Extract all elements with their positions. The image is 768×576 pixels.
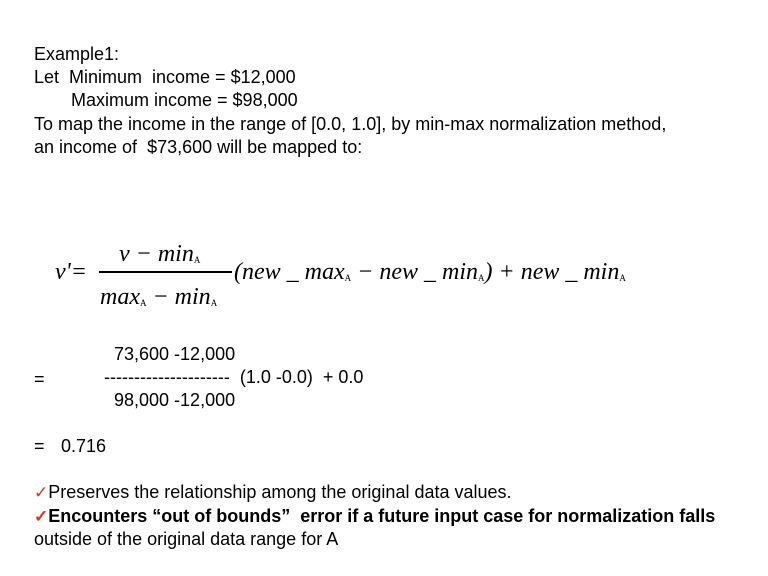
calc-numerator: 73,600 -12,000 bbox=[114, 344, 236, 364]
calc-equals-2: = bbox=[34, 436, 45, 456]
bullet-item-2-text: Encounters “out of bounds” error if a future input case for normalization falls bbox=[48, 506, 716, 526]
maximum-income-line: Maximum income = $98,000 bbox=[71, 90, 298, 110]
bullet-item-2 bbox=[34, 505, 715, 528]
calc-dash-line: --------------------- (1.0 -0.0) + 0.0 bbox=[104, 367, 364, 387]
bullet-item-2-continuation: outside of the original data range for A bbox=[34, 529, 339, 549]
bullet-item-1-text: Preserves the relationship among the original data values. bbox=[48, 482, 512, 502]
formula-rhs: (new _ $\max_A$ − new _ $\min_A$) + new _ $\min_A$ bbox=[234, 259, 626, 285]
formula-denominator: $\max_A - \min_A$ bbox=[100, 284, 218, 310]
description-line-2: an income of $73,600 will be mapped to: bbox=[34, 137, 363, 157]
calc-equals-1: = bbox=[34, 369, 45, 389]
checkmark-icon: ✓ bbox=[34, 483, 49, 502]
description-line-1: To map the income in the range of [0.0, 1.0], by min-max normalization method, bbox=[34, 114, 667, 134]
calc-result: 0.716 bbox=[61, 436, 107, 456]
formula-lhs: v'= bbox=[55, 259, 87, 285]
checkmark-icon: ✓ bbox=[34, 507, 49, 526]
calc-denominator: 98,000 -12,000 bbox=[114, 390, 236, 410]
example-title: Example1: bbox=[34, 44, 120, 64]
formula-numerator: $v - \min_A$ bbox=[119, 241, 201, 267]
fraction-bar bbox=[99, 271, 232, 273]
bullet-item-1 bbox=[34, 481, 512, 504]
minimum-income-line: Let Minimum income = $12,000 bbox=[34, 67, 296, 87]
